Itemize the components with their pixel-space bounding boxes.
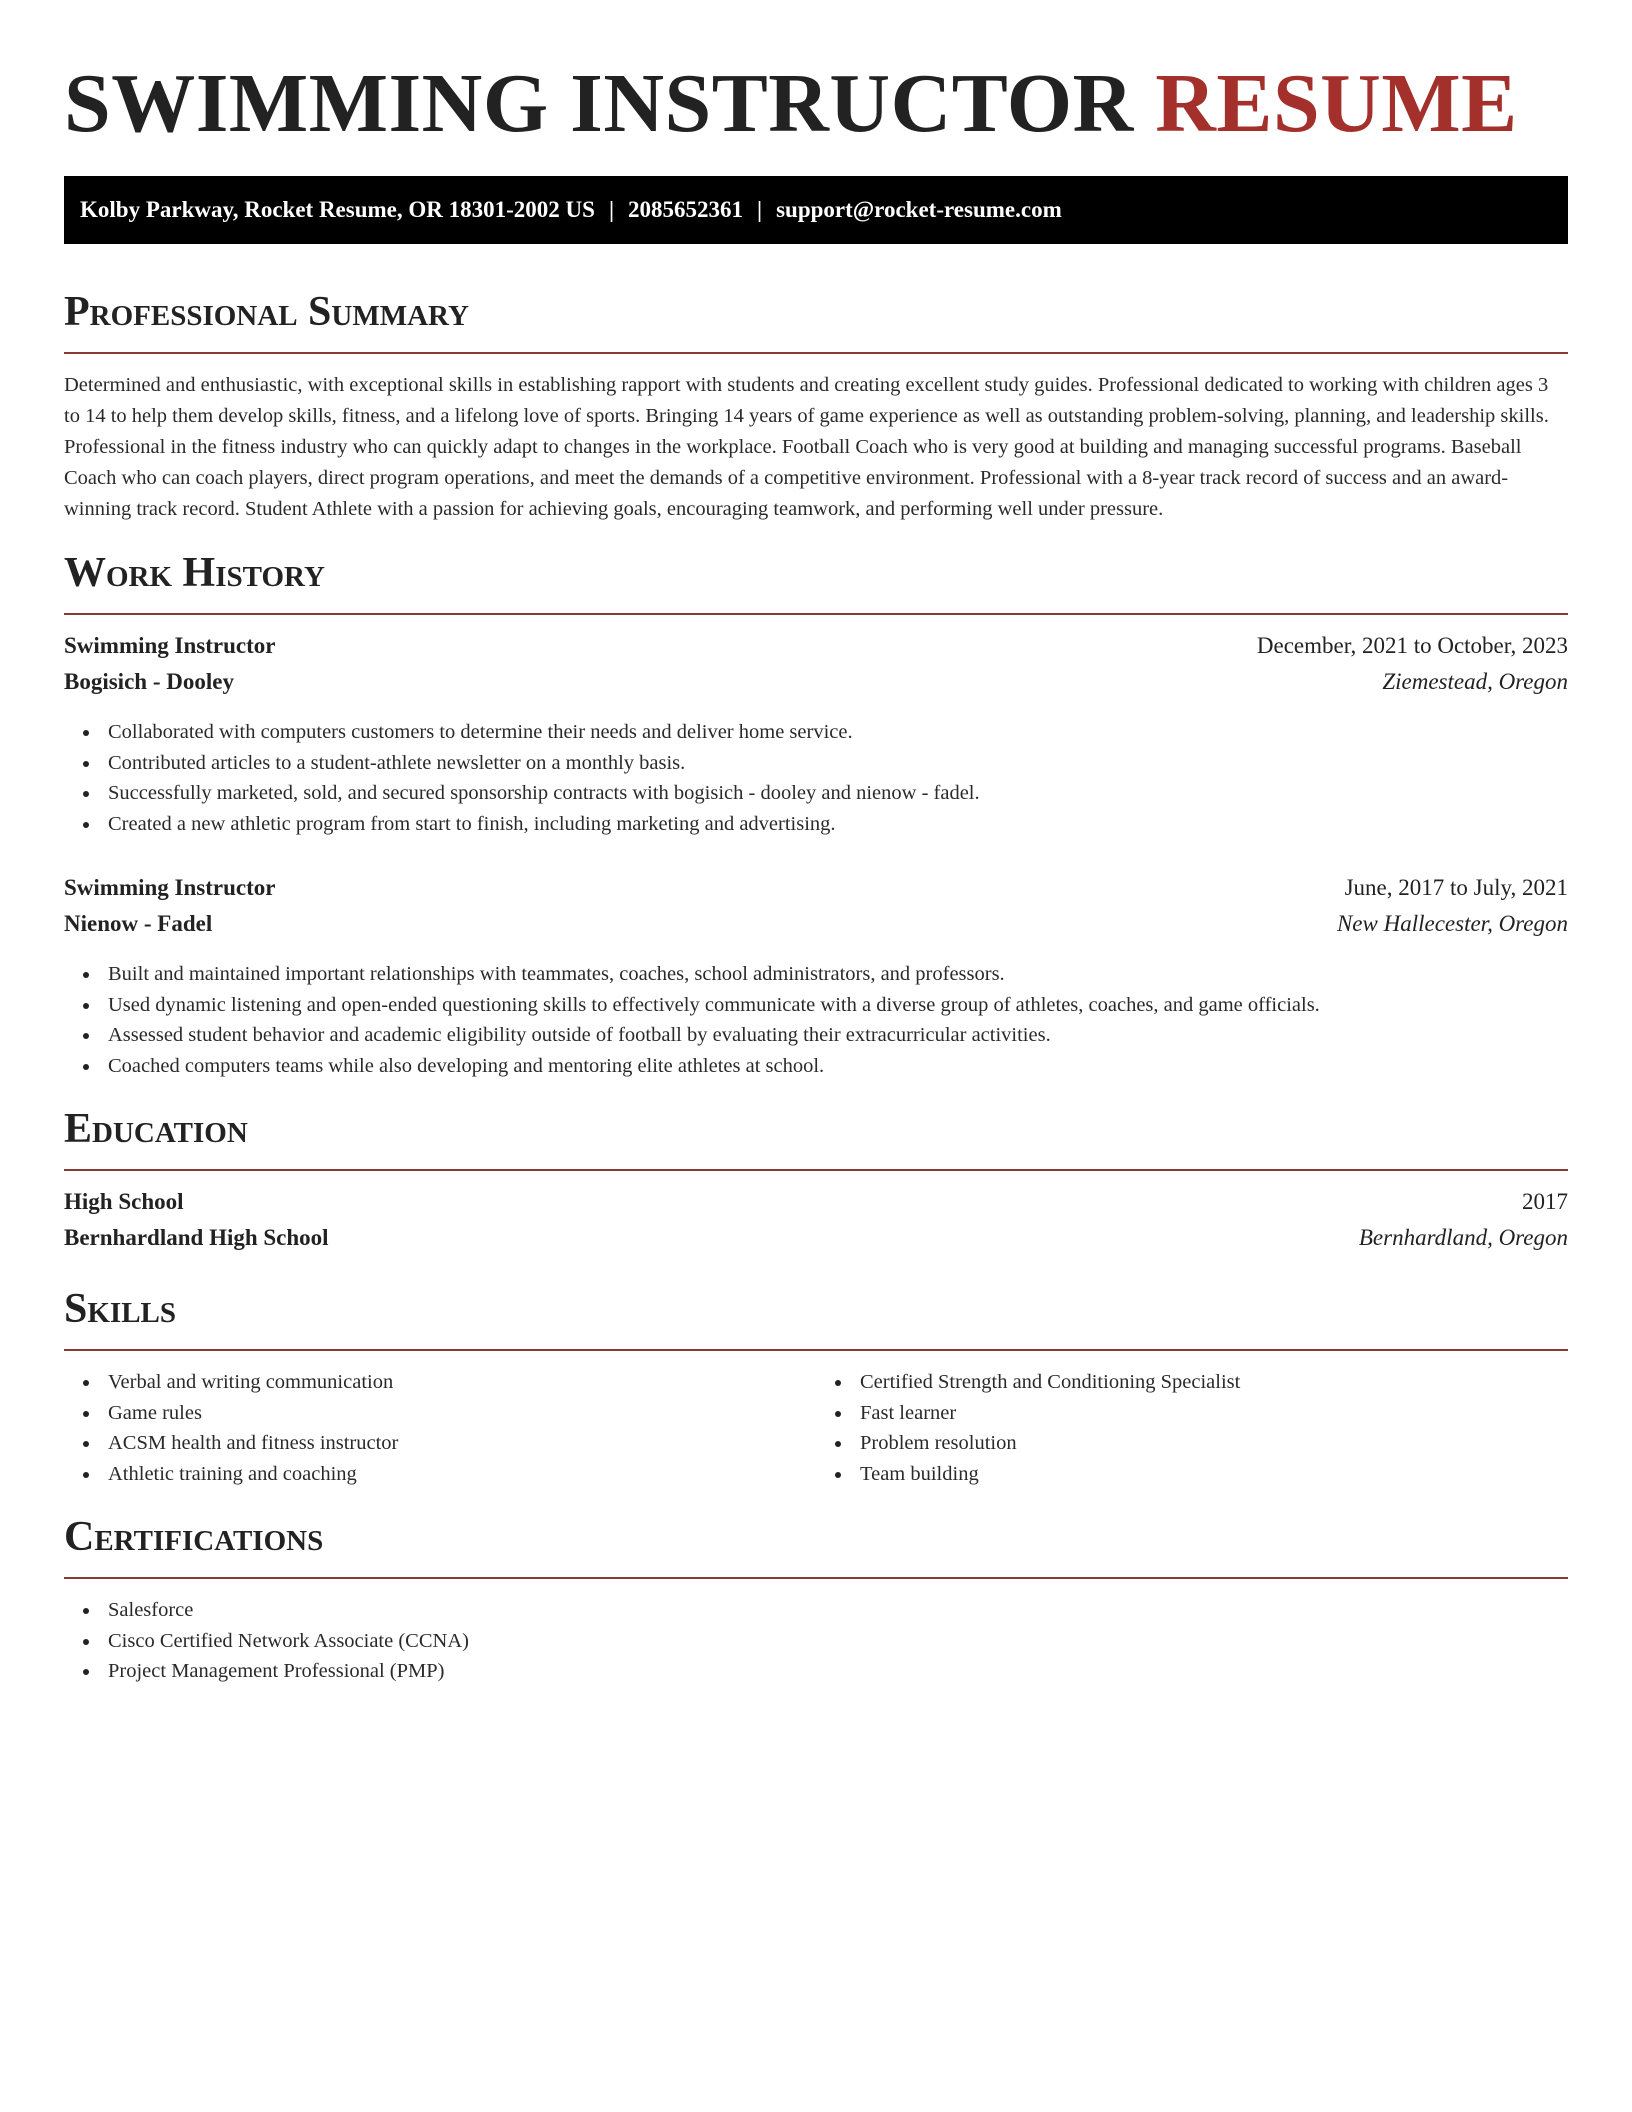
job-header-row <box>64 875 1568 911</box>
job-header-row <box>64 633 1568 669</box>
summary-text: Determined and enthusiastic, with exceptional skills in establishing rapport with students and creating excellent study guides. Professional dedicated to working with children ages 3 to 14 to help them develop skills, fitness, and a lifelong love of sports. Bringing 14 years of game experience as well as outstanding problem-solving, planning, and leadership skills. Professional in the fitness industry who can quickly adapt to changes in the workplace. Football Coach who is very good at building and managing successful programs. Baseball Coach who can coach players, direct program operations, and meet the demands of a competitive environment. Professional with a 8-year track record of success and an award-winning track record. Student Athlete with a passion for achieving goals, encouraging teamwork, and performing well under pressure. <box>64 374 1549 520</box>
education-year: 2017 <box>1522 1189 1568 1214</box>
skill-item: Athletic training and coaching <box>108 1459 816 1490</box>
skills-section <box>64 1283 1568 1489</box>
skill-item: Fast learner <box>860 1398 1568 1429</box>
job-dates: June, 2017 to July, 2021 <box>1344 875 1568 900</box>
skill-item: Team building <box>860 1459 1568 1490</box>
job-company: Nienow - Fadel <box>64 911 213 936</box>
job-dates: December, 2021 to October, 2023 <box>1256 633 1568 658</box>
resume-title <box>64 56 1568 152</box>
education-header-row <box>64 1189 1568 1225</box>
certification-item: Salesforce <box>108 1595 1568 1626</box>
job-bullet: Coached computers teams while also developing and mentoring elite athletes at school. <box>108 1051 1568 1082</box>
job-entry <box>64 875 1568 1081</box>
job-bullet: Used dynamic listening and open-ended questioning skills to effectively communicate with a diverse group of athletes, coaches, and game officials. <box>108 990 1568 1021</box>
title-main: SWIMMING INSTRUCTOR <box>64 57 1134 150</box>
job-location: Ziemestead, Oregon <box>1382 669 1568 694</box>
education-heading: Education <box>64 1103 1568 1171</box>
summary-heading: Professional Summary <box>64 286 1568 354</box>
job-bullets <box>64 717 1568 839</box>
certifications-section <box>64 1511 1568 1687</box>
job-bullet: Created a new athletic program from start to finish, including marketing and advertising. <box>108 809 1568 840</box>
skill-item: Certified Strength and Conditioning Specialist <box>860 1367 1568 1398</box>
contact-address: Kolby Parkway, Rocket Resume, OR 18301-2002 US <box>80 197 595 222</box>
skill-item: Problem resolution <box>860 1428 1568 1459</box>
contact-email[interactable]: support@rocket-resume.com <box>776 197 1062 222</box>
summary-section <box>64 286 1568 525</box>
education-degree: High School <box>64 1189 184 1214</box>
job-bullet: Built and maintained important relationships with teammates, coaches, school administrators, and professors. <box>108 959 1568 990</box>
contact-separator: | <box>608 197 615 222</box>
work-history-heading: Work History <box>64 547 1568 615</box>
education-school-row <box>64 1225 1568 1261</box>
certifications-list <box>64 1595 1568 1687</box>
skill-item: ACSM health and fitness instructor <box>108 1428 816 1459</box>
skills-list-left <box>64 1367 816 1489</box>
job-bullet: Successfully marketed, sold, and secured sponsorship contracts with bogisich - dooley and nienow - fadel. <box>108 778 1568 809</box>
education-section <box>64 1103 1568 1261</box>
job-bullet: Collaborated with computers customers to determine their needs and deliver home service. <box>108 717 1568 748</box>
job-location: New Hallecester, Oregon <box>1336 911 1568 936</box>
certification-item: Cisco Certified Network Associate (CCNA) <box>108 1626 1568 1657</box>
job-company-row <box>64 911 1568 947</box>
job-bullet: Assessed student behavior and academic eligibility outside of football by evaluating their extracurricular activities. <box>108 1020 1568 1051</box>
skill-item: Verbal and writing communication <box>108 1367 816 1398</box>
skills-list-right <box>816 1367 1568 1489</box>
job-bullet: Contributed articles to a student-athlete newsletter on a monthly basis. <box>108 748 1568 779</box>
work-history-section <box>64 547 1568 1081</box>
skill-item: Game rules <box>108 1398 816 1429</box>
job-entry <box>64 633 1568 839</box>
job-title: Swimming Instructor <box>64 875 276 900</box>
education-school: Bernhardland High School <box>64 1225 329 1250</box>
title-accent: RESUME <box>1155 57 1518 150</box>
job-company-row <box>64 669 1568 705</box>
certification-item: Project Management Professional (PMP) <box>108 1656 1568 1687</box>
job-title: Swimming Instructor <box>64 633 276 658</box>
education-entry <box>64 1189 1568 1261</box>
contact-phone[interactable]: 2085652361 <box>628 197 744 222</box>
skills-heading: Skills <box>64 1283 1568 1351</box>
contact-bar <box>64 176 1568 244</box>
certifications-heading: Certifications <box>64 1511 1568 1579</box>
education-location: Bernhardland, Oregon <box>1358 1225 1568 1250</box>
job-bullets <box>64 959 1568 1081</box>
skills-columns <box>64 1367 1568 1489</box>
job-company: Bogisich - Dooley <box>64 669 234 694</box>
contact-separator: | <box>757 197 763 222</box>
